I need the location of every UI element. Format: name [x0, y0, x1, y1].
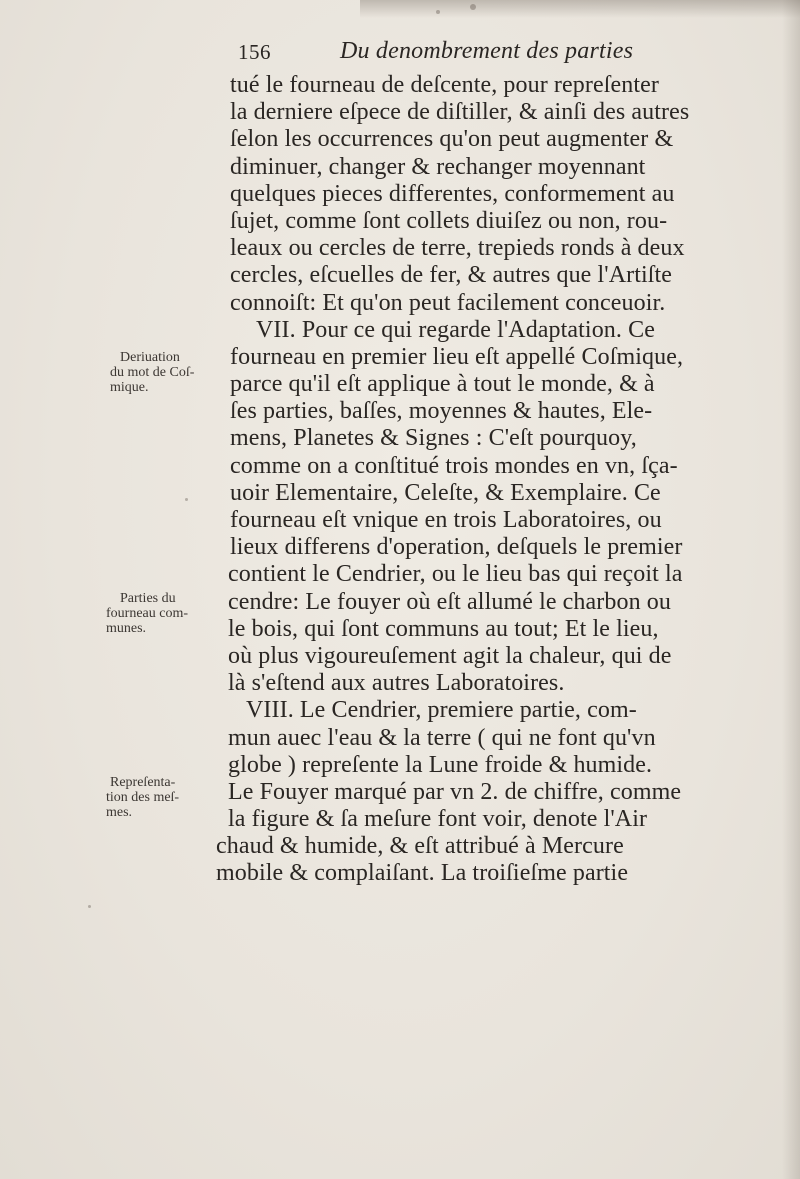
margin-note-line: mes.	[106, 805, 133, 820]
text-line: mun auec l'eau & la terre ( qui ne font qu'vn	[228, 724, 656, 751]
text-line: uoir Elementaire, Celeſte, & Exemplaire. Ce	[230, 479, 661, 506]
margin-note-parties	[106, 591, 236, 636]
text-line: le bois, qui ſont communs au tout; Et le lieu,	[228, 615, 659, 642]
margin-note-line: fourneau com-	[106, 606, 189, 621]
margin-note-line: mique.	[110, 380, 149, 395]
text-line: tué le fourneau de deſcente, pour repreſenter	[230, 72, 659, 98]
main-text	[200, 72, 760, 888]
margin-note-line: munes.	[106, 621, 147, 636]
text-line: cendre: Le fouyer où eſt allumé le charbon ou	[228, 588, 671, 615]
text-line: connoiſt: Et qu'on peut facilement conceuoir.	[230, 289, 666, 316]
text-line: mobile & complaiſant. La troiſieſme partie	[216, 860, 629, 887]
margin-note-representation	[106, 775, 236, 820]
margin-note-line: du mot de Coſ-	[110, 365, 195, 380]
text-line: Le Fouyer marqué par vn 2. de chiffre, comme	[228, 778, 682, 805]
text-line: ſujet, comme ſont collets diuiſez ou non, rou-	[230, 207, 668, 234]
page-number: 156	[238, 40, 271, 64]
margin-note-line: tion des meſ-	[106, 790, 180, 805]
text-line: fourneau en premier lieu eſt appellé Coſmique,	[230, 343, 684, 370]
margin-note-line: Repreſenta-	[110, 775, 176, 790]
text-line: contient le Cendrier, ou le lieu bas qui reçoit la	[228, 561, 683, 588]
text-line: la derniere eſpece de diſtiller, & ainſi des autres	[230, 99, 690, 126]
text-line: VII. Pour ce qui regarde l'Adaptation. Ce	[256, 316, 655, 343]
text-line: comme on a conſtitué trois mondes en vn, ſça-	[230, 452, 678, 479]
text-line: parce qu'il eſt applique à tout le monde, & à	[230, 371, 655, 398]
text-line: chaud & humide, & eſt attribué à Mercure	[216, 833, 624, 860]
text-line: où plus vigoureuſement agit la chaleur, qui de	[228, 642, 672, 669]
text-line: globe ) repreſente la Lune froide & humide.	[228, 751, 653, 778]
margin-note-line: Deriuation	[120, 350, 180, 365]
text-line: lieux differens d'operation, deſquels le premier	[230, 534, 683, 561]
text-line: ſelon les occurrences qu'on peut augmenter &	[230, 126, 674, 153]
page-header	[238, 38, 678, 70]
text-line: là s'eſtend aux autres Laboratoires.	[228, 670, 565, 697]
page-top-shadow	[360, 0, 800, 18]
ink-speck	[88, 905, 91, 908]
text-line: VIII. Le Cendrier, premiere partie, com-	[246, 697, 637, 724]
page-edge-shadow	[782, 0, 800, 1179]
text-line: fourneau eſt vnique en trois Laboratoires, ou	[230, 507, 662, 533]
running-head: Du denombrement des parties	[340, 38, 634, 64]
text-line: diminuer, changer & rechanger moyennant	[230, 153, 646, 180]
text-line: leaux ou cercles de terre, trepieds ronds à deux	[230, 235, 685, 262]
text-line: quelques pieces differentes, conformement au	[230, 180, 675, 207]
margin-note-line: Parties du	[120, 591, 176, 606]
text-line: cercles, eſcuelles de fer, & autres que l'Artiſte	[230, 262, 673, 289]
margin-note-deriuation	[110, 350, 240, 395]
ink-speck	[436, 10, 440, 14]
text-line: la figure & ſa meſure font voir, denote l'Air	[228, 806, 648, 833]
ink-speck	[185, 498, 188, 501]
text-line: mens, Planetes & Signes : C'eſt pourquoy,	[230, 425, 637, 452]
ink-speck	[470, 4, 476, 10]
text-line: ſes parties, baſſes, moyennes & hautes, Ele-	[230, 398, 653, 425]
